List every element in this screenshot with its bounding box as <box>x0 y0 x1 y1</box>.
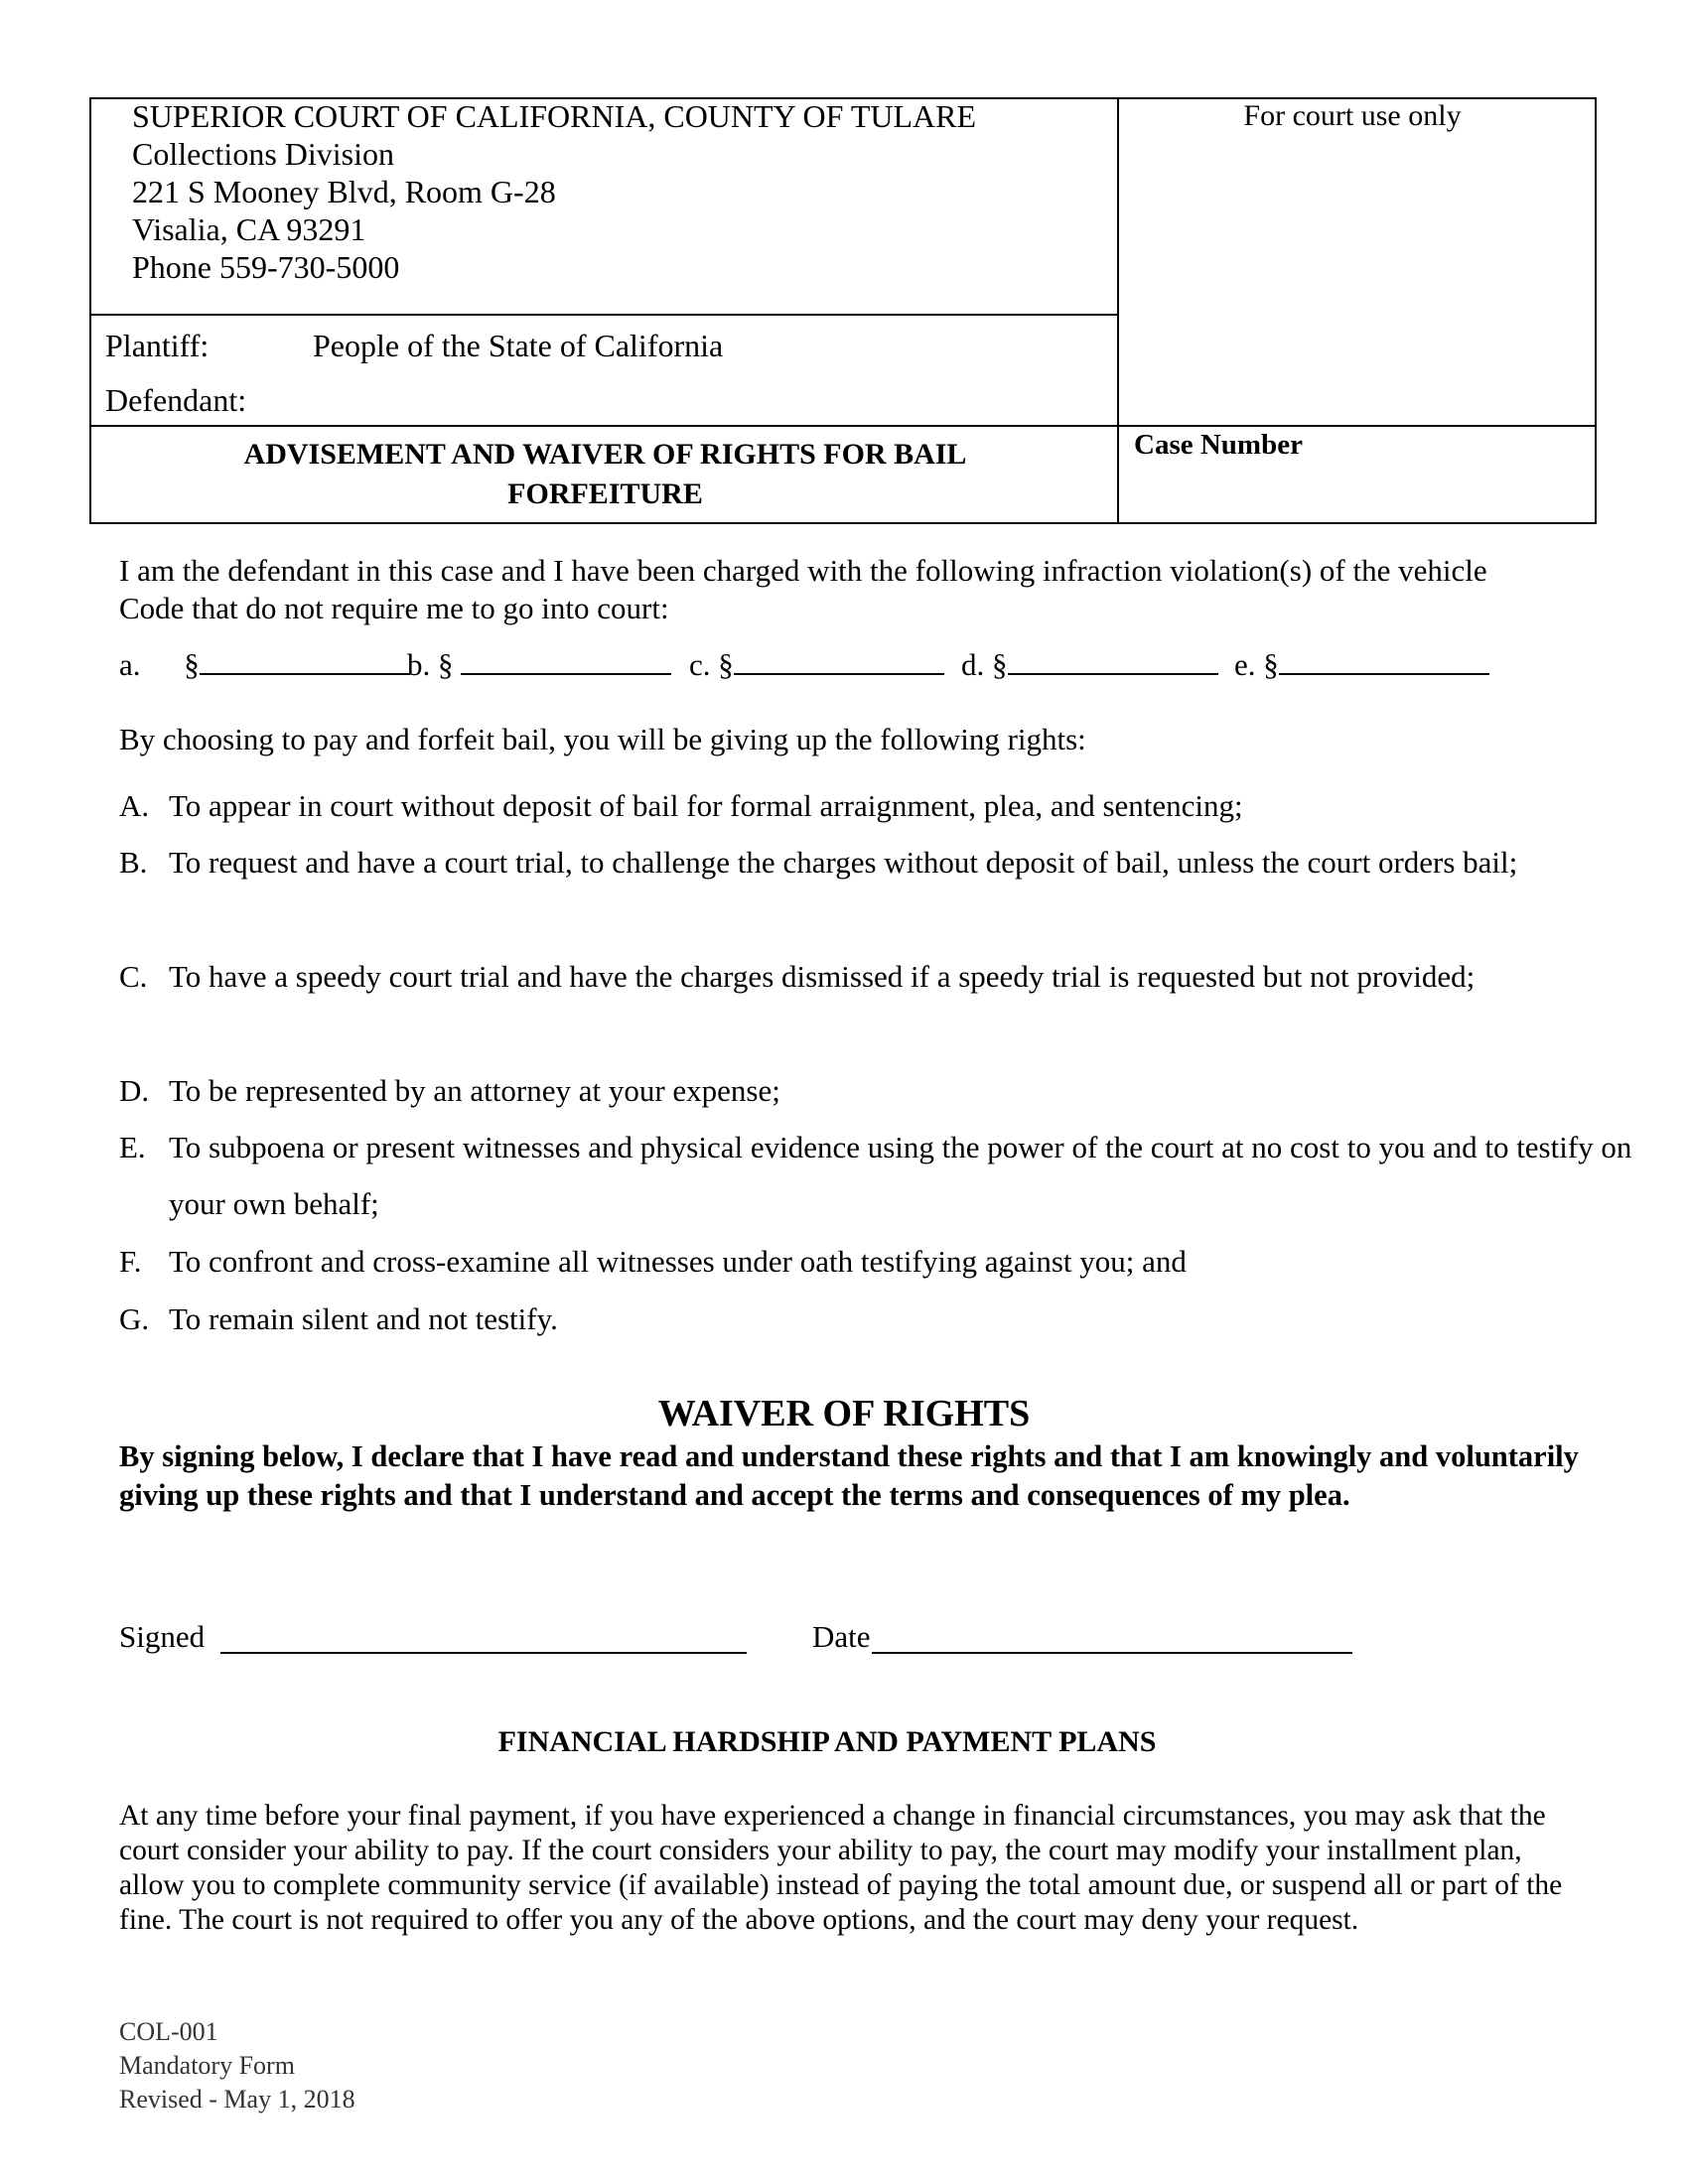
violation-input-a[interactable] <box>200 647 410 675</box>
intro-paragraph: I am the defendant in this case and I have been charged with the following infraction violation(s) of the vehicle Code that do not require me to go into court: <box>119 553 1487 625</box>
signature-line[interactable] <box>220 1652 747 1654</box>
court-street: 221 S Mooney Blvd, Room G-28 <box>132 174 556 209</box>
plaintiff-label: Plantiff: <box>105 328 210 363</box>
title-divider <box>89 425 1597 427</box>
form-id: COL-001 <box>119 2017 218 2046</box>
court-name: SUPERIOR COURT OF CALIFORNIA, COUNTY OF TULARE <box>132 98 977 134</box>
violation-blank-c: c. § <box>689 647 944 683</box>
violation-input-b[interactable] <box>461 647 671 675</box>
plaintiff-value: People of the State of California <box>313 328 724 363</box>
form-revised: Revised - May 1, 2018 <box>119 2085 355 2114</box>
date-label: Date <box>812 1619 871 1654</box>
court-city: Visalia, CA 93291 <box>132 211 366 247</box>
violation-blank-e: e. § <box>1234 647 1489 683</box>
violation-input-e[interactable] <box>1279 647 1489 675</box>
form-title: ADVISEMENT AND WAIVER OF RIGHTS FOR BAIL FORFEITURE <box>243 438 967 510</box>
court-info-divider <box>89 314 1118 316</box>
court-division: Collections Division <box>132 136 394 172</box>
waiver-title: WAIVER OF RIGHTS <box>657 1393 1031 1434</box>
date-line[interactable] <box>872 1652 1352 1654</box>
hardship-paragraph: At any time before your final payment, if you have experienced a change in financial circumstances, you may ask that the court consider your ability to pay. If the court considers your ability to pay, the court may modify your installment plan, allow you to complete community service (if available) instead of paying the total amount due, or suspend all or part of the fine. The court is not required to offer you any of the above options, and the court may deny your request. <box>119 1800 1563 1936</box>
violation-blank-a: a. § <box>119 647 410 683</box>
court-use-label: For court use only <box>1243 99 1462 132</box>
form-type: Mandatory Form <box>119 2051 295 2080</box>
hardship-title: FINANCIAL HARDSHIP AND PAYMENT PLANS <box>497 1725 1157 1758</box>
case-number-label: Case Number <box>1134 429 1303 461</box>
form-footer <box>119 2015 355 2116</box>
violation-blank-d: d. § <box>961 647 1218 683</box>
violation-blank-b: b. § <box>407 647 671 683</box>
rights-lead: By choosing to pay and forfeit bail, you will be giving up the following rights: <box>119 722 1086 756</box>
violation-input-c[interactable] <box>734 647 944 675</box>
violation-input-d[interactable] <box>1008 647 1218 675</box>
signed-label: Signed <box>119 1619 206 1654</box>
waiver-declaration: By signing below, I declare that I have read and understand these rights and that I am knowingly and voluntarily giving up these rights and that I understand and accept the terms and consequences of my plea. <box>119 1439 1579 1512</box>
court-address-block <box>132 97 976 286</box>
case-number-field[interactable] <box>1119 475 1596 522</box>
court-phone: Phone 559-730-5000 <box>132 249 400 285</box>
defendant-label: Defendant: <box>105 382 247 418</box>
